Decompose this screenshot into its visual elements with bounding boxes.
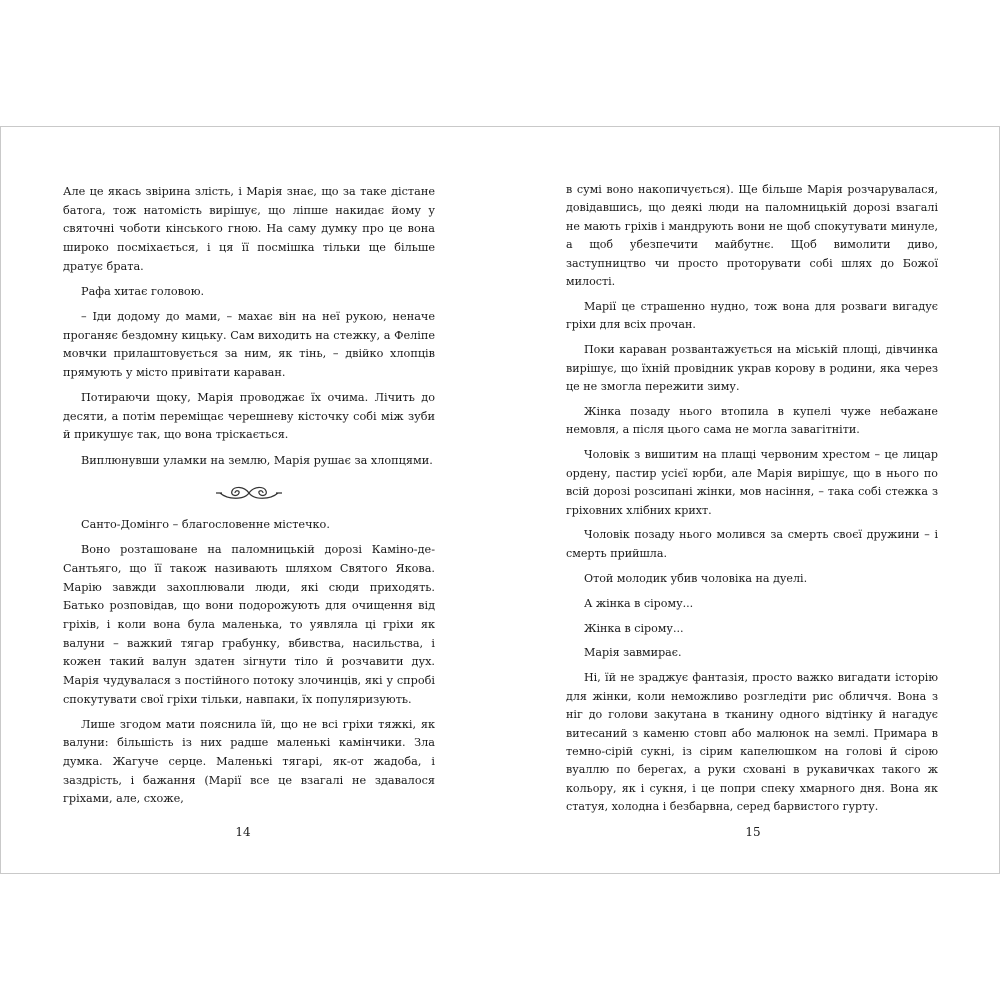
paragraph: – Іди додому до мами, – махає він на неї рукою, неначе проганяє бездомну кицьку. Сам виходить на стежку, а Феліпе мовчки прилаштовується за ним, як тінь, – двійко хлопців прямують у місто привітати караван. <box>63 309 435 379</box>
paragraph: Виплюнувши уламки на землю, Марія рушає за хлопцями. <box>81 453 433 467</box>
paragraph: Чоловік з вишитим на плащі червоним хрестом – це лицар ордену, пастир усієї юрби, але Марія вирішує, що в нього по всій дорозі розсипані жінки, мов насіння, – така собі стежка з гріховних хлібних крихт. <box>566 448 938 517</box>
paragraph: Жінка в сірому... <box>584 621 684 635</box>
paragraph: Поки караван розвантажується на міській площі, дівчинка вирішує, що їхній провідник украв корову в родини, яка через це не змогла пережити зиму. <box>566 343 938 394</box>
paragraph: Ні, їй не зраджує фантазія, просто важко вигадати історію для жінки, коли неможливо розгледіти рис обличчя. Вона з ніг до голови закутана в тканину одного відтінку й нагадує витесаний з каменю стовп або малюнок на землі. Примара в темно-сірій сукні, із сірим капелюшком на голові й сірою вуаллю по берегах, а руки сховані в рукавичках такого ж кольору, як і сукня, і це попри спеку хмарного дня. Вона як статуя, холодна і безбарвна, серед барвистого гурту. <box>566 671 938 814</box>
book-spread <box>0 126 1000 874</box>
page-number-right: 15 <box>745 825 761 839</box>
section-divider-ornament-icon <box>214 482 284 504</box>
paragraph: Жінка позаду нього втопила в купелі чуже небажане немовля, а після цього сама не могла завагітніти. <box>566 404 938 437</box>
right-page-text <box>566 181 938 817</box>
page-number-left: 14 <box>235 825 251 839</box>
right-page <box>501 127 999 873</box>
paragraph: Воно розташоване на паломницькій дорозі Каміно-де-Сантьяго, що її також називають шляхом Святого Якова. Марію завжди захоплювали люди, які сюди приходять. Батько розповідав, що вони подорожують для очищення від гріхів, і коли вона була маленька, то уявляла ці гріхи як валуни – важкий тягар грабунку, вбивства, насильства, і кожен такий валун здатен зігнути тіло й розчавити дух. Марія чудувалася з постійного потоку злочинців, які у спробі спокутувати свої гріхи тільки, навпаки, їх популяризують. <box>63 543 435 706</box>
paragraph: Санто-Домінго – благословенне містечко. <box>81 518 330 532</box>
left-page <box>1 127 501 873</box>
paragraph: Марії це страшенно нудно, тож вона для розваги вигадує гріхи для всіх прочан. <box>566 299 938 332</box>
paragraph: в сумі воно накопичується). Ще більше Марія розчарувалася, довідавшись, що деякі люди на паломницькій дорозі взагалі не мають гріхів і мандрують вони не щоб спокутувати минуле, а щоб убезпечити майбутнє. Щоб вимолити диво, заступництво чи просто проторувати собі шлях до Божої милості. <box>566 183 938 289</box>
paragraph: Отой молодик убив чоловіка на дуелі. <box>584 571 808 585</box>
paragraph: Лише згодом мати пояснила їй, що не всі гріхи тяжкі, як валуни: більшість із них радше маленькі камінчики. Зла думка. Жагуче серце. Маленькі тягарі, як-от жадоба, і заздрість, і бажання (Марії все це взагалі не здавалося гріхами, але, схоже, <box>63 717 435 806</box>
paragraph: Але це якась звірина злість, і Марія знає, що за таке дістане батога, тож натомість вирішує, що ліпше накидає йому у святочні чоботи кінського гною. На саму думку про це вона широко посміхається, і ця її посмішка тільки ще більше дратує брата. <box>63 185 435 273</box>
paragraph: А жінка в сірому... <box>584 596 694 610</box>
left-page-text <box>63 183 435 809</box>
paragraph: Потираючи щоку, Марія проводжає їх очима. Лічить до десяти, а потім переміщає черешневу кісточку собі між зуби й прикушує так, що вона тріскається. <box>63 391 435 442</box>
paragraph: Чоловік позаду нього молився за смерть своєї дружини – і смерть прийшла. <box>566 528 938 560</box>
paragraph: Рафа хитає головою. <box>81 284 205 298</box>
paragraph: Марія завмирає. <box>584 646 682 660</box>
